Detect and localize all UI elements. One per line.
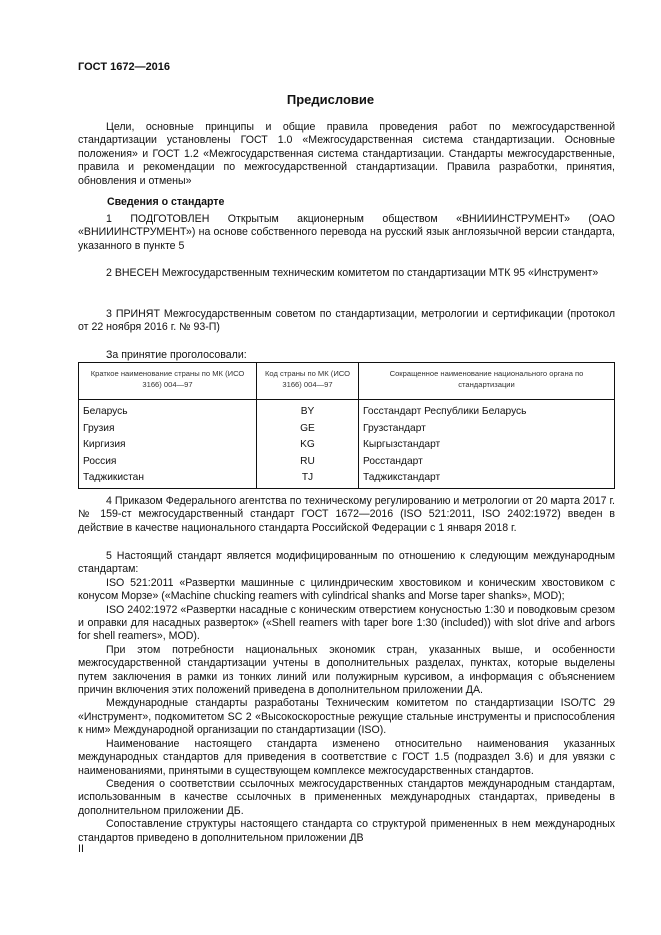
item-5-national-needs: При этом потребности национальных экономик стран, указанных выше, и особенности межгосударственной стандартизации учтены в дополнительных разделах, пунктах, которые выделены путем заключения в рамки из тонких линий или полужирным курсивом, а информация с объяснением причин включения этих положений приведена в дополнительном приложении ДА. <box>78 643 615 697</box>
cell-country: Грузия <box>79 421 257 438</box>
item-1-paragraph: 1 ПОДГОТОВЛЕН Открытым акционерным обществом «ВНИИИНСТРУМЕНТ» (ОАО «ВНИИИНСТРУМЕНТ») на основе собственного перевода на русский язык англоязычной версии стандарта, указанного в пункте 5 <box>78 213 615 252</box>
cell-country: Киргизия <box>79 437 257 454</box>
votes-label-block <box>78 349 615 362</box>
item-5-iso2402: ISO 2402:1972 «Развертки насадные с коническим отверстием конусностью 1:30 и поводковым срезом и оправки для насадных разверток» («Shell reamers with taper bore 1:30 (included)) with slot drive and arbors for shell reamers», MOD). <box>78 603 615 643</box>
item-5-references: Сведения о соответствии ссылочных межгосударственных стандартов международным стандартам, использованным в качестве ссылочных в примененных международных стандартах, приведены в дополнительном приложении ДБ. <box>78 777 615 817</box>
cell-code: RU <box>257 454 359 471</box>
cell-body: Кыргызстандарт <box>359 437 615 454</box>
cell-country: Беларусь <box>79 400 257 421</box>
item-5-intro: 5 Настоящий стандарт является модифицированным по отношению к следующим международным стандартам: <box>78 550 615 576</box>
cell-country: Россия <box>79 454 257 471</box>
intro-paragraph: Цели, основные принципы и общие правила проведения работ по межгосударственной стандартизации установлены ГОСТ 1.0 «Межгосударственная система стандартизации. Основные положения» и ГОСТ 1.2 «Межгосударственная система стандартизации. Стандарты межгосударственные, правила и рекомендации по межгосударственной стандартизации. Правила разработки, принятия, обновления и отмены» <box>78 121 615 187</box>
item-3-paragraph: 3 ПРИНЯТ Межгосударственным советом по стандартизации, метрологии и сертификации (протокол от 22 ноября 2016 г. № 93-П) <box>78 308 615 334</box>
page-number: II <box>78 843 84 855</box>
item-4-paragraph: 4 Приказом Федерального агентства по техническому регулированию и метрологии от 20 марта 2017 г. № 159-ст межгосударственный стандарт ГОСТ 1672—2016 (ISO 521:2011, ISO 2402:1972) введен в действие в качестве национального стандарта Российской Федерации с 1 января 2018 г. <box>78 495 615 534</box>
cell-body: Таджикстандарт <box>359 470 615 488</box>
document-code-header: ГОСТ 1672—2016 <box>78 61 171 73</box>
table-row <box>79 437 615 454</box>
item-5-block <box>78 550 615 845</box>
item-3-block <box>78 308 615 335</box>
item-4-block <box>78 495 615 535</box>
cell-body: Грузстандарт <box>359 421 615 438</box>
cell-body: Росстандарт <box>359 454 615 471</box>
item-5-name-change: Наименование настоящего стандарта изменено относительно наименования указанных международных стандартов для приведения в соответствие с ГОСТ 1.5 (подраздел 3.6) и для увязки с наименованиями, принятыми в существующем комплексе межгосударственных стандартов. <box>78 737 615 777</box>
cell-body: Госстандарт Республики Беларусь <box>359 400 615 421</box>
votes-label: За принятие проголосовали: <box>106 349 247 361</box>
intro-paragraph-block <box>78 121 615 188</box>
table-header-row <box>79 363 615 400</box>
header-standards-body: Сокращенное наименование национального органа по стандартизации <box>359 363 615 400</box>
table-row <box>79 400 615 421</box>
votes-table <box>78 362 615 489</box>
table-row <box>79 454 615 471</box>
item-5-structure: Сопоставление структуры настоящего стандарта со структурой примененных в нем международных стандартов приведено в дополнительном приложении ДВ <box>78 818 615 844</box>
table-row <box>79 421 615 438</box>
item-5-iso521: ISO 521:2011 «Развертки машинные с цилиндрическим хвостовиком и коническим хвостовиком с конусом Морзе» («Machine chucking reamers with cylindrical shanks and Morse taper shanks», MOD); <box>78 576 615 603</box>
section-title: Сведения о стандарте <box>107 196 225 208</box>
cell-code: TJ <box>257 470 359 488</box>
header-country-name: Краткое наименование страны по МК (ИСО 3166) 004—97 <box>79 363 257 400</box>
cell-country: Таджикистан <box>79 470 257 488</box>
item-2-paragraph: 2 ВНЕСЕН Межгосударственным техническим комитетом по стандартизации МТК 95 «Инструмент» <box>106 267 599 279</box>
table-row <box>79 470 615 488</box>
cell-code: KG <box>257 437 359 454</box>
cell-code: BY <box>257 400 359 421</box>
item-1-block <box>78 213 615 253</box>
header-country-code: Код страны по МК (ИСО 3166) 004—97 <box>257 363 359 400</box>
item-2-block <box>78 267 615 280</box>
item-5-developers: Международные стандарты разработаны Техническим комитетом по стандартизации ISO/TC 29 «Инструмент», подкомитетом SC 2 «Высокоскоростные режущие стальные инструменты и приспособления к ним» Международной организации по стандартизации (ISO). <box>78 697 615 737</box>
page-title: Предисловие <box>286 92 375 107</box>
cell-code: GE <box>257 421 359 438</box>
